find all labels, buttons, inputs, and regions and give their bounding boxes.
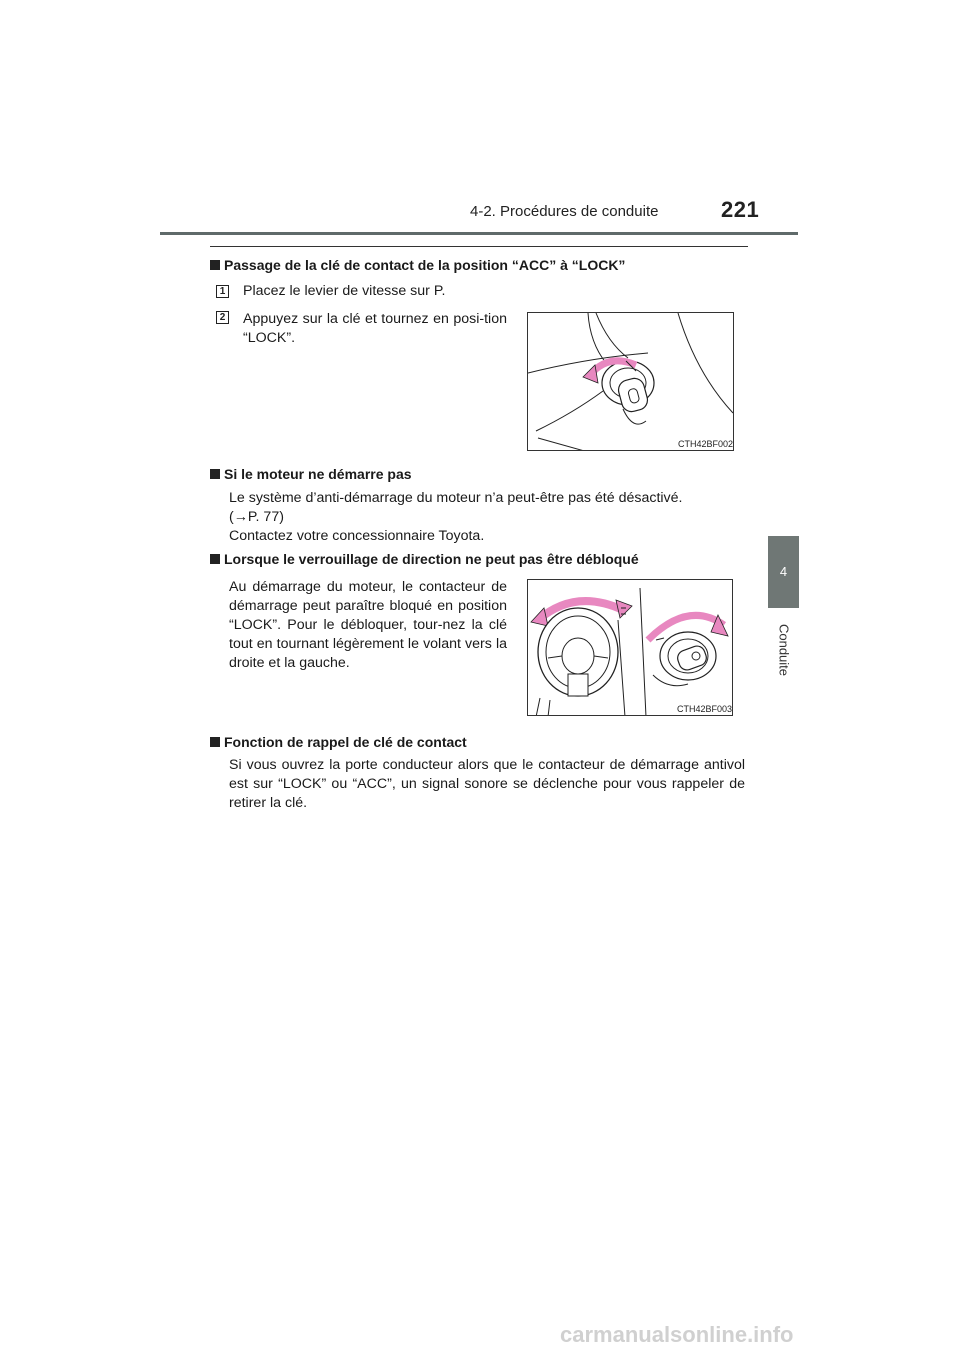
step-number-2: 2 [216, 311, 229, 324]
chapter-label: Conduite [776, 623, 792, 677]
no-start-line-3: Contactez votre concessionnaire Toyota. [229, 528, 485, 544]
header-rule [160, 232, 798, 235]
figure-code: CTH42BF002 [678, 439, 734, 449]
no-start-line-1: Le système d’anti-démarrage du moteur n’a peut-être pas été désactivé. [229, 490, 683, 506]
bullet-square-icon [210, 260, 220, 270]
bullet-square-icon [210, 554, 220, 564]
footer-watermark: carmanualsonline.info [560, 1322, 794, 1347]
step-number-1: 1 [216, 285, 229, 298]
header-section-title: 4-2. Procédures de conduite [470, 203, 659, 220]
section-heading-steering-lock: Lorsque le verrouillage de direction ne peut pas être débloqué [210, 551, 639, 567]
steering-wheel-illustration [528, 580, 733, 716]
bullet-square-icon [210, 737, 220, 747]
content-rule [210, 246, 748, 247]
chapter-label-box [770, 617, 798, 683]
figure-code: CTH42BF003 [677, 704, 733, 714]
section-heading-acc-lock: Passage de la clé de contact de la position “ACC” à “LOCK” [210, 257, 625, 273]
steering-lock-text: Au démarrage du moteur, le contacteur de démarrage peut paraître bloqué en position “LOCK”. Pour le débloquer, tour-nez la clé tout en tournant légèrement le volant vers la droite et la gauche. [229, 579, 507, 671]
step-2-text: Appuyez sur la clé et tournez en posi-tion “LOCK”. [243, 311, 507, 346]
no-start-page-reference: (→P. 77) [229, 509, 284, 525]
step-1-text: Placez le levier de vitesse sur P. [243, 283, 446, 299]
chapter-tab: 4 [768, 536, 799, 608]
bullet-square-icon [210, 469, 220, 479]
steering-wheel-figure [527, 579, 733, 716]
section-heading-key-reminder: Fonction de rappel de clé de contact [210, 734, 467, 750]
page-number: 221 [721, 197, 760, 222]
key-reminder-text: Si vous ouvrez la porte conducteur alors que le contacteur de démarrage antivol est sur “LOCK” ou “ACC”, un signal sonore se déclenche pour vous rappeler de retirer la clé. [229, 757, 745, 811]
section-heading-no-start: Si le moteur ne démarre pas [210, 466, 412, 482]
ignition-key-illustration [528, 313, 734, 451]
ignition-key-figure [527, 312, 734, 451]
